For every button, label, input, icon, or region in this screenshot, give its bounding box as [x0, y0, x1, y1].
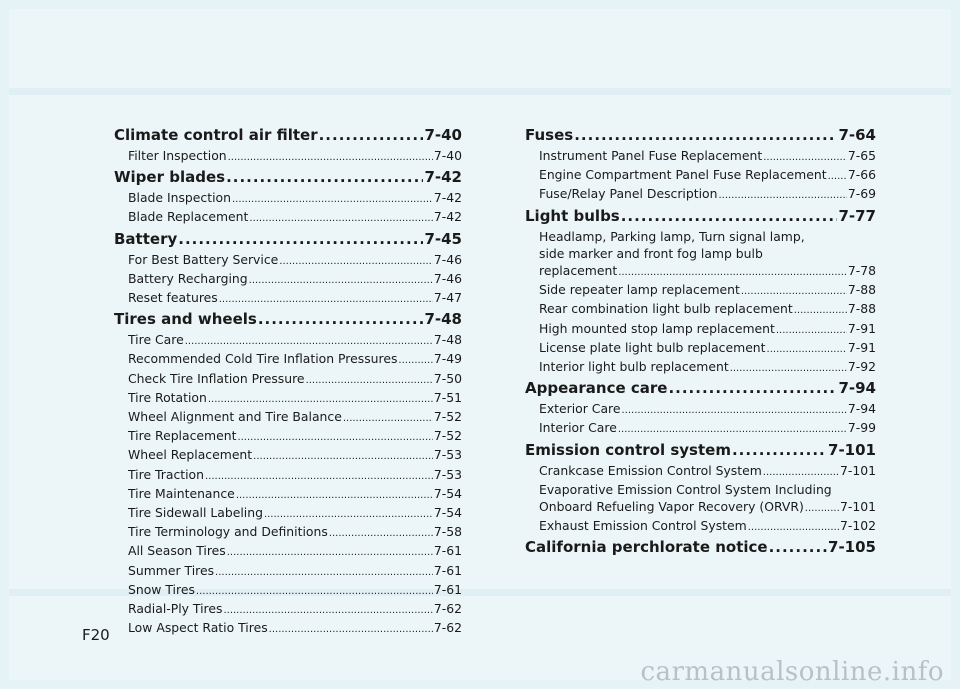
dot-leader: [208, 389, 433, 408]
dot-leader: [232, 189, 433, 208]
dot-leader: [306, 370, 433, 389]
entry-title: Engine Compartment Panel Fuse Replacement: [539, 167, 827, 183]
entry-title: Wheel Replacement: [128, 447, 253, 463]
toc-entry[interactable]: [114, 389, 462, 408]
entry-page: 7-51: [433, 389, 462, 405]
dot-leader: [574, 124, 837, 147]
entry-page: 7-101: [839, 499, 876, 515]
toc-section: [525, 205, 876, 378]
dot-leader: [178, 228, 423, 251]
section-title: Wiper blades: [114, 168, 226, 187]
section-title: Emission control system: [525, 440, 731, 459]
toc-entry[interactable]: [525, 300, 876, 319]
entry-page: 7-54: [433, 505, 462, 521]
toc-entry[interactable]: [114, 189, 462, 208]
entry-title: Interior Care: [539, 420, 617, 436]
dot-leader: [228, 147, 433, 166]
entry-title: Tire Maintenance: [128, 485, 235, 501]
section-title: Light bulbs: [525, 206, 620, 225]
toc-entry[interactable]: [114, 208, 462, 227]
dot-leader: [718, 185, 846, 204]
page-number: F20: [82, 626, 110, 644]
section-title: California perchlorate notice: [525, 538, 768, 557]
toc-entry[interactable]: [114, 619, 462, 638]
section-title: Tires and wheels: [114, 310, 257, 329]
dot-leader: [618, 262, 847, 281]
entry-title: Tire Sidewall Labeling: [128, 505, 263, 521]
toc-entry[interactable]: [525, 262, 876, 281]
dot-leader: [223, 600, 432, 619]
entry-wrap-line: side marker and front fog lamp bulb: [539, 245, 763, 261]
entry-page: 7-52: [433, 409, 462, 425]
entry-page: 7-88: [847, 282, 876, 298]
entry-title: Tire Rotation: [128, 389, 207, 405]
dot-leader: [205, 466, 433, 485]
dot-leader: [253, 446, 433, 465]
toc-entry[interactable]: [114, 270, 462, 289]
section-heading[interactable]: [114, 124, 462, 147]
entry-title: Side repeater lamp replacement: [539, 282, 740, 298]
dot-leader: [621, 205, 838, 228]
toc-entry[interactable]: [114, 600, 462, 619]
entry-title: Tire Terminology and Definitions: [128, 524, 328, 540]
section-title: Climate control air filter: [114, 126, 318, 144]
toc-section: [525, 124, 876, 205]
dot-leader: [618, 419, 847, 438]
entry-title: Instrument Panel Fuse Replacement: [539, 148, 763, 163]
toc-entry[interactable]: [114, 466, 462, 485]
entry-page: 7-52: [433, 428, 462, 444]
toc-entry[interactable]: [114, 523, 462, 542]
entry-title: High mounted stop lamp replacement: [539, 320, 775, 336]
section-heading[interactable]: [525, 439, 876, 462]
dot-leader: [343, 408, 433, 427]
entry-page: 7-88: [847, 301, 876, 317]
entry-page: 7-42: [433, 190, 462, 206]
divider-band-top: [9, 88, 951, 95]
toc-entry[interactable]: [114, 370, 462, 389]
toc-entry[interactable]: [114, 542, 462, 561]
toc-entry[interactable]: [114, 408, 462, 427]
toc-section: [114, 228, 462, 309]
entry-wrap-line: Headlamp, Parking lamp, Turn signal lamp,: [539, 228, 805, 244]
toc-entry[interactable]: [525, 400, 876, 419]
entry-title: Fuse/Relay Panel Description: [539, 186, 718, 202]
dot-leader: [219, 289, 433, 308]
entry-page: 7-91: [847, 339, 876, 355]
entry-title: Low Aspect Ratio Tires: [128, 620, 268, 636]
toc-section: [114, 166, 462, 227]
toc-entry[interactable]: [114, 562, 462, 581]
entry-title: Reset features: [128, 290, 218, 306]
dot-leader: [794, 300, 847, 319]
dot-leader: [730, 358, 847, 377]
toc-entry[interactable]: [525, 498, 876, 517]
section-heading[interactable]: [525, 124, 876, 147]
dot-leader: [668, 377, 837, 400]
entry-title: Interior light bulb replacement: [539, 359, 729, 375]
entry-wrap-line: Evaporative Emission Control System Including: [539, 481, 832, 497]
toc-entry[interactable]: [114, 446, 462, 465]
entry-title: Exterior Care: [539, 401, 621, 417]
entry-title: Onboard Refueling Vapor Recovery (ORVR): [539, 499, 804, 515]
dot-leader: [748, 517, 839, 536]
watermark-text: carmanualsonline.info: [640, 657, 944, 687]
entry-title: Filter Inspection: [128, 148, 227, 163]
entry-page: 7-65: [847, 148, 876, 163]
entry-title: Blade Inspection: [128, 190, 231, 206]
entry-page: 7-69: [847, 186, 876, 202]
dot-leader: [763, 462, 839, 481]
entry-title: Tire Replacement: [128, 428, 237, 444]
toc-section: [525, 439, 876, 537]
toc-entry[interactable]: [114, 331, 462, 350]
entry-title: Recommended Cold Tire Inflation Pressures: [128, 351, 398, 367]
dot-leader: [279, 251, 433, 270]
entry-page: 7-61: [433, 562, 462, 578]
entry-page: 7-54: [433, 485, 462, 501]
toc-entry[interactable]: [525, 358, 876, 377]
dot-leader: [763, 147, 847, 166]
entry-page: 7-50: [433, 370, 462, 386]
toc-entry[interactable]: [525, 320, 876, 339]
dot-leader: [329, 523, 433, 542]
dot-leader: [319, 124, 424, 147]
toc-entry[interactable]: [525, 419, 876, 438]
entry-title: Tire Care: [128, 332, 184, 348]
dot-leader: [398, 350, 432, 369]
dot-leader: [185, 331, 433, 350]
toc-left-column: [114, 124, 462, 638]
dot-leader: [249, 270, 433, 289]
section-heading[interactable]: [525, 536, 876, 559]
entry-title: Summer Tires: [128, 562, 215, 578]
dot-leader: [236, 485, 433, 504]
dot-leader: [227, 542, 433, 561]
section-page: 7-42: [424, 168, 462, 187]
dot-leader: [215, 562, 433, 581]
entry-title: Rear combination light bulb replacement: [539, 301, 793, 317]
toc-entry[interactable]: [114, 147, 462, 166]
section-page: 7-77: [838, 206, 876, 225]
entry-title: Check Tire Inflation Pressure: [128, 370, 305, 386]
toc-entry[interactable]: [114, 581, 462, 600]
toc-entry[interactable]: [525, 185, 876, 204]
toc-section: [114, 124, 462, 166]
dot-leader: [828, 166, 847, 185]
entry-title: Wheel Alignment and Tire Balance: [128, 409, 342, 425]
entry-page: 7-46: [433, 251, 462, 267]
entry-title: Snow Tires: [128, 581, 195, 597]
entry-title: Blade Replacement: [128, 209, 249, 225]
toc-entry[interactable]: [525, 462, 876, 481]
dot-leader: [258, 308, 424, 331]
dot-leader: [776, 320, 847, 339]
toc-section: [525, 377, 876, 438]
entry-title: Battery Recharging: [128, 270, 248, 286]
section-heading[interactable]: [114, 308, 462, 331]
dot-leader: [226, 166, 423, 189]
toc-entry[interactable]: [114, 427, 462, 446]
toc-entry[interactable]: [525, 166, 876, 185]
toc-entry[interactable]: [114, 289, 462, 308]
entry-page: 7-61: [433, 581, 462, 597]
section-heading[interactable]: [114, 228, 462, 251]
section-page: 7-64: [838, 126, 876, 144]
entry-page: 7-48: [433, 332, 462, 348]
entry-page: 7-78: [847, 263, 876, 279]
entry-page: 7-53: [433, 447, 462, 463]
entry-title: For Best Battery Service: [128, 251, 279, 267]
section-title: Appearance care: [525, 379, 668, 398]
section-page: 7-101: [828, 440, 876, 459]
entry-page: 7-66: [847, 167, 876, 183]
section-heading[interactable]: [114, 166, 462, 189]
entry-page: 7-91: [847, 320, 876, 336]
toc-entry[interactable]: [114, 504, 462, 523]
dot-leader: [732, 439, 827, 462]
entry-title: All Season Tires: [128, 543, 226, 559]
entry-title: replacement: [539, 263, 618, 279]
section-page: 7-105: [828, 538, 876, 557]
toc-entry[interactable]: [114, 350, 462, 369]
dot-leader: [196, 581, 433, 600]
dot-leader: [767, 339, 847, 358]
toc-entry[interactable]: [525, 281, 876, 300]
entry-page: 7-62: [433, 601, 462, 617]
entry-title: Radial-Ply Tires: [128, 601, 223, 617]
entry-title: License plate light bulb replacement: [539, 339, 766, 355]
section-title: Battery: [114, 229, 178, 248]
toc-section: [525, 536, 876, 559]
section-page: 7-48: [424, 310, 462, 329]
entry-page: 7-99: [847, 420, 876, 436]
entry-title: Exhaust Emission Control System: [539, 518, 747, 534]
dot-leader: [264, 504, 433, 523]
section-page: 7-94: [838, 379, 876, 398]
entry-page: 7-92: [847, 359, 876, 375]
entry-page: 7-62: [433, 620, 462, 636]
entry-page: 7-94: [847, 401, 876, 417]
section-heading[interactable]: [525, 205, 876, 228]
entry-page: 7-42: [433, 209, 462, 225]
section-title: Fuses: [525, 126, 574, 144]
entry-page: 7-101: [839, 462, 876, 478]
toc-entry[interactable]: [525, 339, 876, 358]
dot-leader: [805, 498, 839, 517]
dot-leader: [249, 208, 432, 227]
dot-leader: [769, 536, 827, 559]
dot-leader: [621, 400, 846, 419]
entry-title: Tire Traction: [128, 466, 204, 482]
entry-page: 7-46: [433, 270, 462, 286]
entry-page: 7-102: [839, 518, 876, 534]
entry-page: 7-58: [433, 524, 462, 540]
toc-right-column: [525, 124, 876, 559]
entry-page: 7-61: [433, 543, 462, 559]
section-heading[interactable]: [525, 377, 876, 400]
section-page: 7-40: [424, 126, 462, 144]
toc-entry[interactable]: [525, 147, 876, 166]
entry-title: Crankcase Emission Control System: [539, 462, 762, 478]
dot-leader: [269, 619, 433, 638]
toc-entry[interactable]: [114, 485, 462, 504]
section-page: 7-45: [424, 229, 462, 248]
entry-page: 7-47: [433, 290, 462, 306]
toc-entry[interactable]: [114, 251, 462, 270]
toc-section: [114, 308, 462, 638]
entry-page: 7-53: [433, 466, 462, 482]
dot-leader: [237, 427, 432, 446]
toc-entry[interactable]: [525, 517, 876, 536]
entry-page: 7-40: [433, 148, 462, 163]
entry-page: 7-49: [433, 351, 462, 367]
dot-leader: [741, 281, 847, 300]
